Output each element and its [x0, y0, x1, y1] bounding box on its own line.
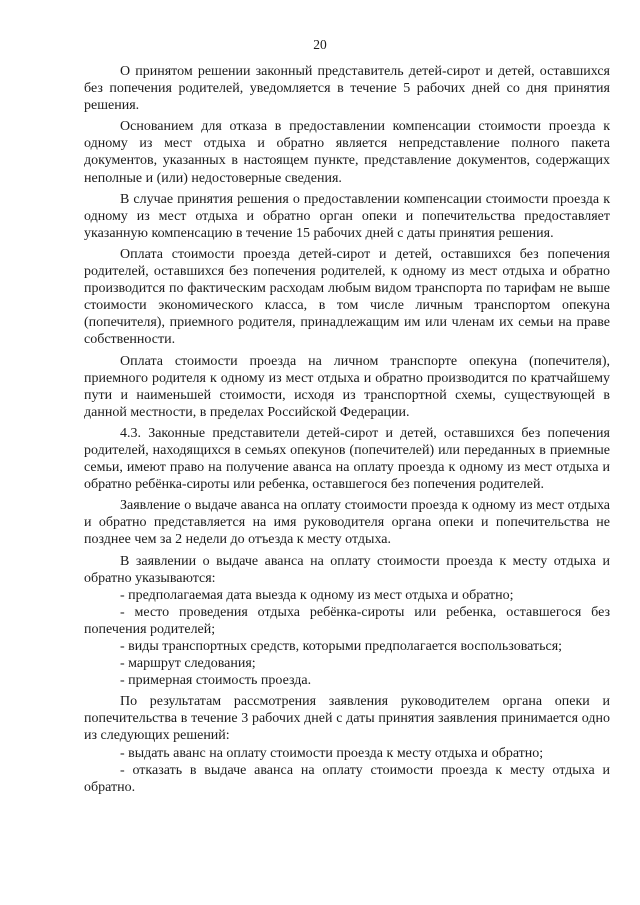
list-item: - маршрут следования; — [120, 656, 256, 672]
list-item: - отказать в выдаче аванса на оплату стоимости проезда к месту отдыха и обратно. — [84, 762, 610, 795]
list-item: - выдать аванс на оплату стоимости проезда к месту отдыха и обратно; — [120, 745, 544, 761]
paragraph: О принятом решении законный представитель детей-сирот и детей, оставшихся без попечения родителей, уведомляется в течение 5 рабочих дней со дня принятия решения. — [84, 64, 610, 114]
paragraph: В заявлении о выдаче аванса на оплату стоимости проезда к месту отдыха и обратно указываются: — [84, 553, 610, 586]
paragraph: Оплата стоимости проезда детей-сирот и детей, оставшихся без попечения родителей, оставшихся без попечения родителей, к одному из мест отдыха и обратно производится по фактическим расходам любым видом транспорта по тарифам не выше стоимости экономического класса, в том числе личным транспортом опекуна (попечителя), приемного родителя, принадлежащим им или членам их семьи на праве собственности. — [84, 246, 610, 348]
document-body — [84, 63, 610, 796]
page-number: 20 — [313, 37, 327, 52]
list-item: - место проведения отдыха ребёнка-сироты или ребенка, оставшегося без попечения родителей; — [84, 604, 610, 637]
paragraph: По результатам рассмотрения заявления руководителем органа опеки и попечительства в течение 3 рабочих дней с даты принятия заявления принимается одно из следующих решений: — [84, 694, 610, 744]
paragraph: В случае принятия решения о предоставлении компенсации стоимости проезда к одному из мест отдыха и обратно орган опеки и попечительства предоставляет указанную компенсацию в течение 15 рабочих дней с даты принятия решения. — [84, 191, 610, 241]
list-item: - предполагаемая дата выезда к одному из мест отдыха и обратно; — [120, 587, 514, 603]
paragraph: Заявление о выдаче аванса на оплату стоимости проезда к одному из мест отдыха и обратно представляется на имя руководителя органа опеки и попечительства не позднее чем за 2 недели до отъезда к месту отдыха. — [84, 498, 610, 548]
paragraph: Основанием для отказа в предоставлении компенсации стоимости проезда к одному из мест отдыха и обратно является непредставление полного пакета документов, указанных в настоящем пункте, представление документов, содержащих неполные и (или) недостоверные сведения. — [84, 119, 610, 186]
list-item: - виды транспортных средств, которыми предполагается воспользоваться; — [120, 639, 563, 654]
paragraph: Оплата стоимости проезда на личном транспорте опекуна (попечителя), приемного родителя к одному из мест отдыха и обратно производится по кратчайшему пути и наименьшей стоимости, исходя из транспортной схемы, существующей в данной местности, в пределах Российской Федерации. — [84, 353, 610, 420]
list-item: - примерная стоимость проезда. — [120, 673, 312, 689]
paragraph: 4.3. Законные представители детей-сирот и детей, оставшихся без попечения родителей, находящихся в семьях опекунов (попечителей) или переданных в приемные семьи, имеют право на получение аванса на оплату проезда к одному из мест отдыха и обратно ребёнка-сироты или ребенка, оставшегося без попечения родителей. — [84, 425, 610, 493]
